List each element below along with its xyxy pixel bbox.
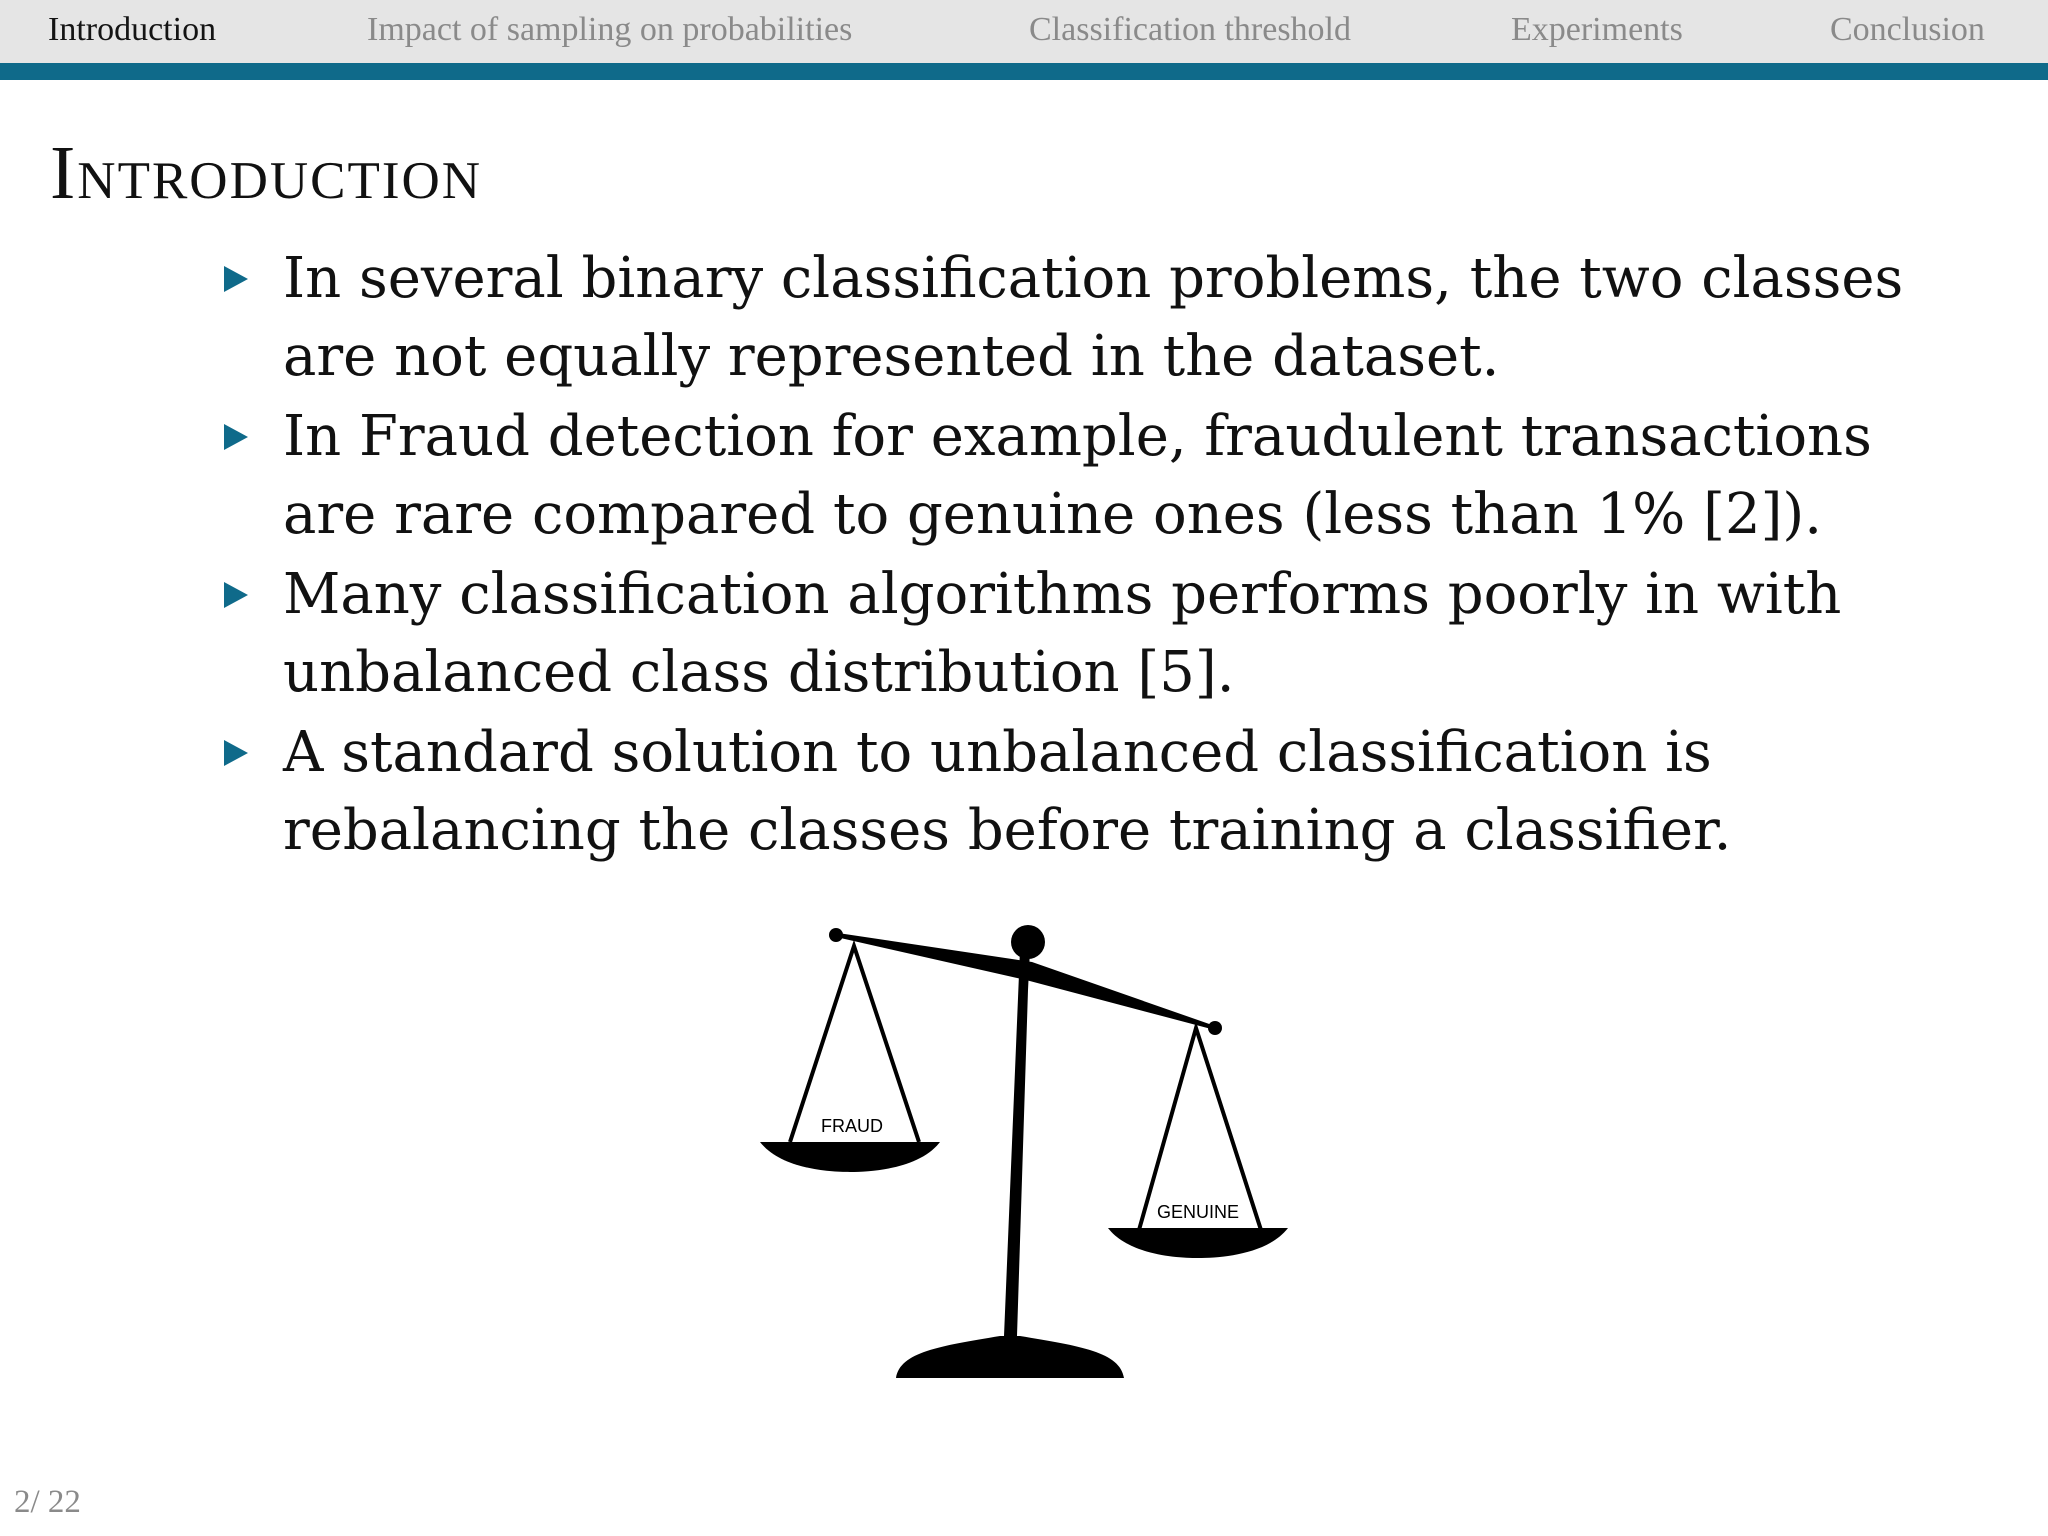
fraud-pan-label: FRAUD <box>821 1116 883 1136</box>
bullet-item <box>218 240 1938 396</box>
nav-item-impact-of-sampling[interactable]: Impact of sampling on probabilities <box>367 11 853 48</box>
bullet-text: Many classification algorithms performs poorly in with unbalanced class distribution [5]. <box>283 562 1842 705</box>
genuine-pan-label: GENUINE <box>1156 1202 1240 1222</box>
nav-item-experiments[interactable]: Experiments <box>1511 11 1683 48</box>
triangle-bullet-icon <box>224 582 248 608</box>
section-navbar <box>0 0 2048 63</box>
triangle-bullet-icon <box>224 424 248 450</box>
bullet-item <box>218 714 1938 870</box>
slide-title: Introduction <box>50 131 483 215</box>
page-number: 2/ 22 <box>14 1484 81 1520</box>
bullet-item <box>218 398 1938 554</box>
nav-item-classification-threshold[interactable]: Classification threshold <box>1029 11 1352 48</box>
bullet-text: In several binary classification problems, the two classes are not equally represented in the dataset. <box>283 246 1904 389</box>
balance-scale-icon <box>750 900 1310 1390</box>
bullet-list <box>218 240 1938 872</box>
triangle-bullet-icon <box>224 740 248 766</box>
bullet-item <box>218 556 1938 712</box>
triangle-bullet-icon <box>224 266 248 292</box>
navbar-accent-rule <box>0 63 2048 80</box>
bullet-text: A standard solution to unbalanced classification is rebalancing the classes before training a classifier. <box>283 720 1732 863</box>
nav-item-introduction[interactable]: Introduction <box>48 11 217 48</box>
bullet-text: In Fraud detection for example, fraudulent transactions are rare compared to genuine ones (less than 1% [2]). <box>283 404 1872 547</box>
nav-item-conclusion[interactable]: Conclusion <box>1830 11 1985 48</box>
